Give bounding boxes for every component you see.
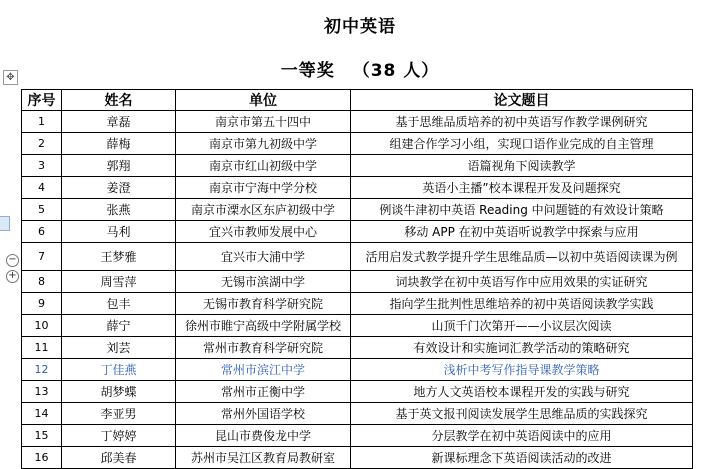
- cell-no: 13: [22, 381, 62, 403]
- cell-name: 章磊: [62, 111, 176, 133]
- cell-topic: 语篇视角下阅读教学: [351, 155, 693, 177]
- cell-unit: 无锡市滨湖中学: [176, 271, 351, 293]
- cell-no: 6: [22, 221, 62, 243]
- cell-no: 4: [22, 177, 62, 199]
- cell-no: 3: [22, 155, 62, 177]
- cell-unit: 南京市溧水区东庐初级中学: [176, 199, 351, 221]
- award-name: 一等奖: [280, 61, 335, 81]
- cell-unit: 宜兴市教师发展中心: [176, 221, 351, 243]
- cell-topic: 英语小主播”校本课程开发及问题探究: [351, 177, 693, 199]
- cell-unit: 昆山市费俊龙中学: [176, 425, 351, 447]
- award-table: [21, 89, 693, 469]
- cell-unit: 南京市红山初级中学: [176, 155, 351, 177]
- cell-topic: 山顶千门次第开——小议层次阅读: [351, 315, 693, 337]
- table-row: [22, 177, 693, 199]
- cell-no: 12: [22, 359, 62, 381]
- cell-name: 刘芸: [62, 337, 176, 359]
- table-row-highlighted: [22, 359, 693, 381]
- table-row: [22, 271, 693, 293]
- cell-name: 马利: [62, 221, 176, 243]
- cell-name: 胡梦蝶: [62, 381, 176, 403]
- cell-no: 15: [22, 425, 62, 447]
- cell-no: 9: [22, 293, 62, 315]
- cell-unit: 南京市宁海中学分校: [176, 177, 351, 199]
- cell-topic: 基于思维品质培养的初中英语写作教学课例研究: [351, 111, 693, 133]
- cell-unit: 常州市教育科学研究院: [176, 337, 351, 359]
- table-row: [22, 381, 693, 403]
- table-header-row: [22, 90, 693, 111]
- cell-topic: 浅析中考写作指导课教学策略: [351, 359, 693, 381]
- header-name: 姓名: [62, 90, 176, 111]
- cell-topic: 新课标理念下英语阅读活动的改进: [351, 447, 693, 469]
- table-row: [22, 337, 693, 359]
- cell-topic: 分层教学在初中英语阅读中的应用: [351, 425, 693, 447]
- table-row: [22, 133, 693, 155]
- cell-topic: 例谈牛津初中英语 Reading 中问题链的有效设计策略: [351, 199, 693, 221]
- cell-name: 邱美春: [62, 447, 176, 469]
- cell-no: 8: [22, 271, 62, 293]
- cell-no: 16: [22, 447, 62, 469]
- cell-unit: 宜兴市大浦中学: [176, 243, 351, 271]
- cell-unit: 南京市第九初级中学: [176, 133, 351, 155]
- header-topic: 论文题目: [351, 90, 693, 111]
- table-row: [22, 293, 693, 315]
- header-no: 序号: [22, 90, 62, 111]
- cell-no: 14: [22, 403, 62, 425]
- cell-name: 王梦雅: [62, 243, 176, 271]
- cell-unit: 常州市滨江中学: [176, 359, 351, 381]
- table-row: [22, 403, 693, 425]
- cell-name: 周雪萍: [62, 271, 176, 293]
- cell-unit: 南京市第五十四中: [176, 111, 351, 133]
- cell-topic: 基于英文报刊阅读发展学生思维品质的实践探究: [351, 403, 693, 425]
- cell-topic: 地方人文英语校本课程开发的实践与研究: [351, 381, 693, 403]
- table-row: [22, 155, 693, 177]
- cell-unit: 常州市正衡中学: [176, 381, 351, 403]
- table-row: [22, 243, 693, 271]
- table-row: [22, 221, 693, 243]
- table-row: [22, 447, 693, 469]
- header-unit: 单位: [176, 90, 351, 111]
- cell-name: 李亚男: [62, 403, 176, 425]
- table-row: [22, 315, 693, 337]
- cell-no: 11: [22, 337, 62, 359]
- move-icon[interactable]: ✥: [3, 70, 18, 85]
- award-heading: [0, 56, 720, 81]
- cell-name: 姜澄: [62, 177, 176, 199]
- cell-unit: 常州外国语学校: [176, 403, 351, 425]
- cell-name: 张燕: [62, 199, 176, 221]
- cell-topic: 活用启发式教学提升学生思维品质—以初中英语阅读课为例: [351, 243, 693, 271]
- cell-name: 薛宁: [62, 315, 176, 337]
- table-row: [22, 199, 693, 221]
- document-map-icon[interactable]: [0, 216, 10, 231]
- cell-no: 10: [22, 315, 62, 337]
- cell-topic: 移动 APP 在初中英语听说教学中探索与应用: [351, 221, 693, 243]
- cell-name: 薛梅: [62, 133, 176, 155]
- cell-unit: 无锡市教育科学研究院: [176, 293, 351, 315]
- table-row: [22, 425, 693, 447]
- cell-name: 包丰: [62, 293, 176, 315]
- cell-no: 2: [22, 133, 62, 155]
- add-row-icon[interactable]: +: [6, 270, 19, 283]
- table-row: [22, 111, 693, 133]
- document-title: 初中英语: [324, 17, 396, 37]
- cell-no: 1: [22, 111, 62, 133]
- cell-unit: 徐州市睢宁高级中学附属学校: [176, 315, 351, 337]
- cell-name: 丁婷婷: [62, 425, 176, 447]
- cell-topic: 组建合作学习小组，实现口语作业完成的自主管理: [351, 133, 693, 155]
- award-count: （38 人）: [352, 61, 440, 81]
- cell-name: 郭翔: [62, 155, 176, 177]
- cell-no: 7: [22, 243, 62, 271]
- cell-topic: 词块教学在初中英语写作中应用效果的实证研究: [351, 271, 693, 293]
- cell-unit: 苏州市吴江区教育局教研室: [176, 447, 351, 469]
- cell-topic: 指向学生批判性思维培养的初中英语阅读教学实践: [351, 293, 693, 315]
- cell-no: 5: [22, 199, 62, 221]
- remove-row-icon[interactable]: −: [6, 254, 19, 267]
- cell-topic: 有效设计和实施词汇教学活动的策略研究: [351, 337, 693, 359]
- cell-name: 丁佳燕: [62, 359, 176, 381]
